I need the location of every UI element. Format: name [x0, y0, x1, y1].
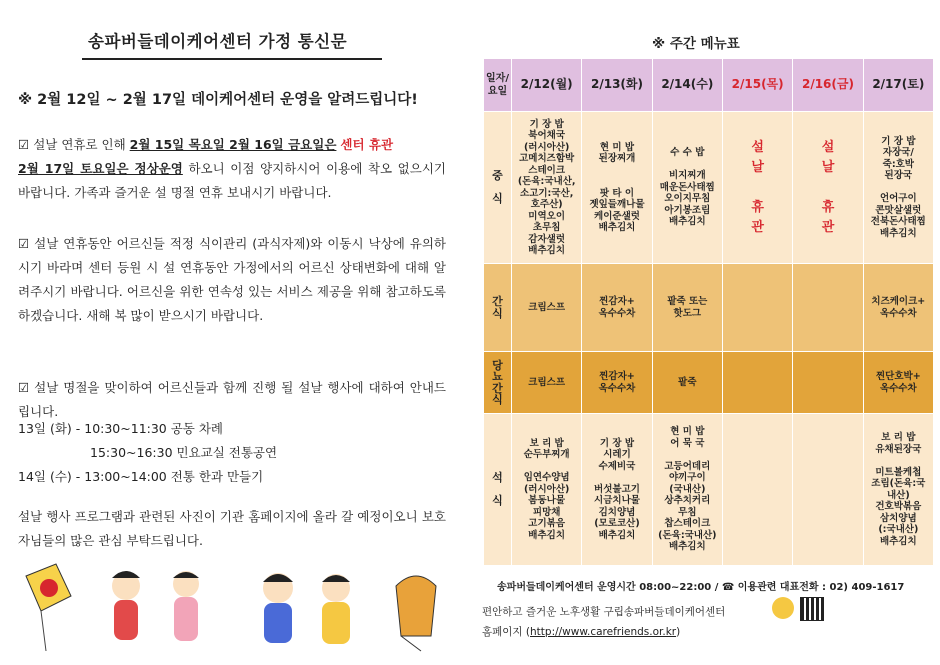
child-figure-3 — [263, 573, 293, 643]
row-label: 중 식 — [484, 112, 512, 264]
menu-cell — [793, 352, 863, 414]
child-figure-1 — [112, 571, 140, 640]
corner-header: 일자/ 요일 — [484, 59, 512, 112]
menu-cell: 기 장 밥 시레기 수제비국 버섯불고기 시금치나물 김치양념 (모로코산) 배추김치 — [582, 414, 652, 566]
menu-cell-holiday: 설 날 휴 관 — [793, 112, 863, 264]
menu-cell: 크림스프 — [512, 352, 582, 414]
menu-header-row — [484, 59, 934, 112]
weekly-menu-title: ※ 주간 메뉴표 — [652, 36, 740, 52]
lunch-row — [484, 112, 934, 264]
child-figure-4 — [322, 574, 350, 644]
menu-cell: 찐감자+ 옥수수차 — [582, 264, 652, 352]
day-header: 2/12(월) — [512, 59, 582, 112]
paragraph-health-care: ☑ 설날 연휴동안 어르신들 적정 식이관리 (과식자제)와 이동시 낙상에 유의하시기 바라며 센터 등원 시 설 연휴동안 가정에서의 어르신 상태변화에 대해 알려주시기 바랍니다. 어르신을 위한 연속성 있는 서비스 제공을 위해 참고하도록 하겠습니다. 새해 복 많이 받으시기 바랍니다. — [18, 236, 446, 323]
menu-cell — [722, 352, 792, 414]
row-label: 당 뇨 간 식 — [484, 352, 512, 414]
menu-cell-holiday: 설 날 휴 관 — [722, 112, 792, 264]
paragraph-homepage-notice: 설날 행사 프로그램과 관련된 사진이 기관 홈페이지에 올라 갈 예정이오니 보호자님들의 많은 관심 부탁드립니다. — [18, 509, 446, 548]
paragraph-holiday-closure: ☑ 설날 연휴로 인해 2월 15일 목요일 2월 16일 금요일은 센터 휴관 2월 17일 토요일은 정상운영 하오니 이점 양지하시어 이용에 착오 없으시기 바랍니다. 가족과 즐거운 설 명절 연휴 보내시기 바랍니다. — [18, 137, 446, 200]
menu-cell — [793, 414, 863, 566]
paragraph-event-intro: ☑ 설날 명절을 맞이하여 어르신들과 함께 진행 될 설날 행사에 대하여 안내드립니다. — [18, 380, 446, 419]
menu-cell — [722, 264, 792, 352]
title-underline — [82, 58, 382, 60]
row-label: 석 식 — [484, 414, 512, 566]
operating-hours: 송파버들데이케어센터 운영시간 08:00~22:00 / ☎ 이용관련 대표전화 : 02) 409-1617 — [497, 582, 905, 593]
menu-cell: 수 수 밥 비지찌개 매운돈사태찜 오이지무침 아기봉조림 배추김치 — [652, 112, 722, 264]
checkbox-icon: ☑ — [18, 137, 30, 152]
qr-code-icon[interactable] — [800, 597, 824, 621]
kite-icon — [26, 564, 71, 651]
dinner-row — [484, 414, 934, 566]
menu-cell: 팥죽 — [652, 352, 722, 414]
menu-cell — [793, 264, 863, 352]
menu-cell: 현 미 밥 된장찌개 팟 타 이 젯잎들깨나물 케이준샐럿 배추김치 — [582, 112, 652, 264]
menu-cell: 크림스프 — [512, 264, 582, 352]
center-slogan: 편안하고 즐거운 노후생활 구립송파버들데이케어센터 — [482, 606, 726, 618]
weekly-menu-table — [483, 58, 934, 566]
menu-cell: 기 장 밥 자장국/ 죽:호박 된장국 언어구이 콘맛살샐럿 전북돈사태찜 배추김치 — [863, 112, 933, 264]
child-figure-2 — [173, 571, 199, 641]
homepage-line: 홈페이지 (http://www.carefriends.or.kr) — [482, 626, 681, 638]
schedule-line-1: 13일 (화) - 10:30~11:30 공동 차례 — [18, 421, 224, 436]
day-header: 2/15(목) — [722, 59, 792, 112]
row-label: 간 식 — [484, 264, 512, 352]
menu-cell — [722, 414, 792, 566]
day-header: 2/17(토) — [863, 59, 933, 112]
day-header: 2/16(금) — [793, 59, 863, 112]
snack-row — [484, 264, 934, 352]
notice-subtitle: ※ 2월 12일 ~ 2월 17일 데이케어센터 운영을 알려드립니다! — [18, 92, 418, 108]
menu-cell: 팥죽 또는 핫도그 — [652, 264, 722, 352]
lucky-bag-icon — [396, 576, 436, 651]
day-header: 2/13(화) — [582, 59, 652, 112]
menu-cell: 치즈케이크+ 옥수수차 — [863, 264, 933, 352]
homepage-link[interactable]: http://www.carefriends.or.kr — [530, 626, 677, 638]
diabetic-snack-row — [484, 352, 934, 414]
day-header: 2/14(수) — [652, 59, 722, 112]
center-logo-icon — [772, 597, 794, 619]
menu-cell: 보 리 밥 유채된장국 미트볼케첩 조림(돈육:국 내산) 건호박볶음 삼치양념 (:국내산) 배추김치 — [863, 414, 933, 566]
menu-cell: 찐단호박+ 옥수수차 — [863, 352, 933, 414]
newsletter-title: 송파버들데이케어센터 가정 통신문 — [88, 32, 348, 51]
menu-cell: 기 장 밥 북어채국 (러시아산) 고메치즈함박 스테이크 (돈육:국내산, 소고기:국산, 호주산) 미역오이 초무침 감자샐럿 배추김치 — [512, 112, 582, 264]
schedule-line-3: 14일 (수) - 13:00~14:00 전통 한과 만들기 — [18, 469, 264, 484]
new-year-illustration — [16, 556, 456, 656]
schedule-line-2: 15:30~16:30 민요교실 전통공연 — [90, 445, 278, 460]
menu-cell: 보 리 밥 순두부찌개 임연수양념 (러시아산) 봄동나물 피망채 고기볶음 배추김치 — [512, 414, 582, 566]
menu-cell: 찐감자+ 옥수수차 — [582, 352, 652, 414]
menu-cell: 현 미 밥 어 묵 국 고등어데리 야끼구이 (국내산) 상추치커리 무침 찹스테이크 (돈육:국내산) 배추김치 — [652, 414, 722, 566]
